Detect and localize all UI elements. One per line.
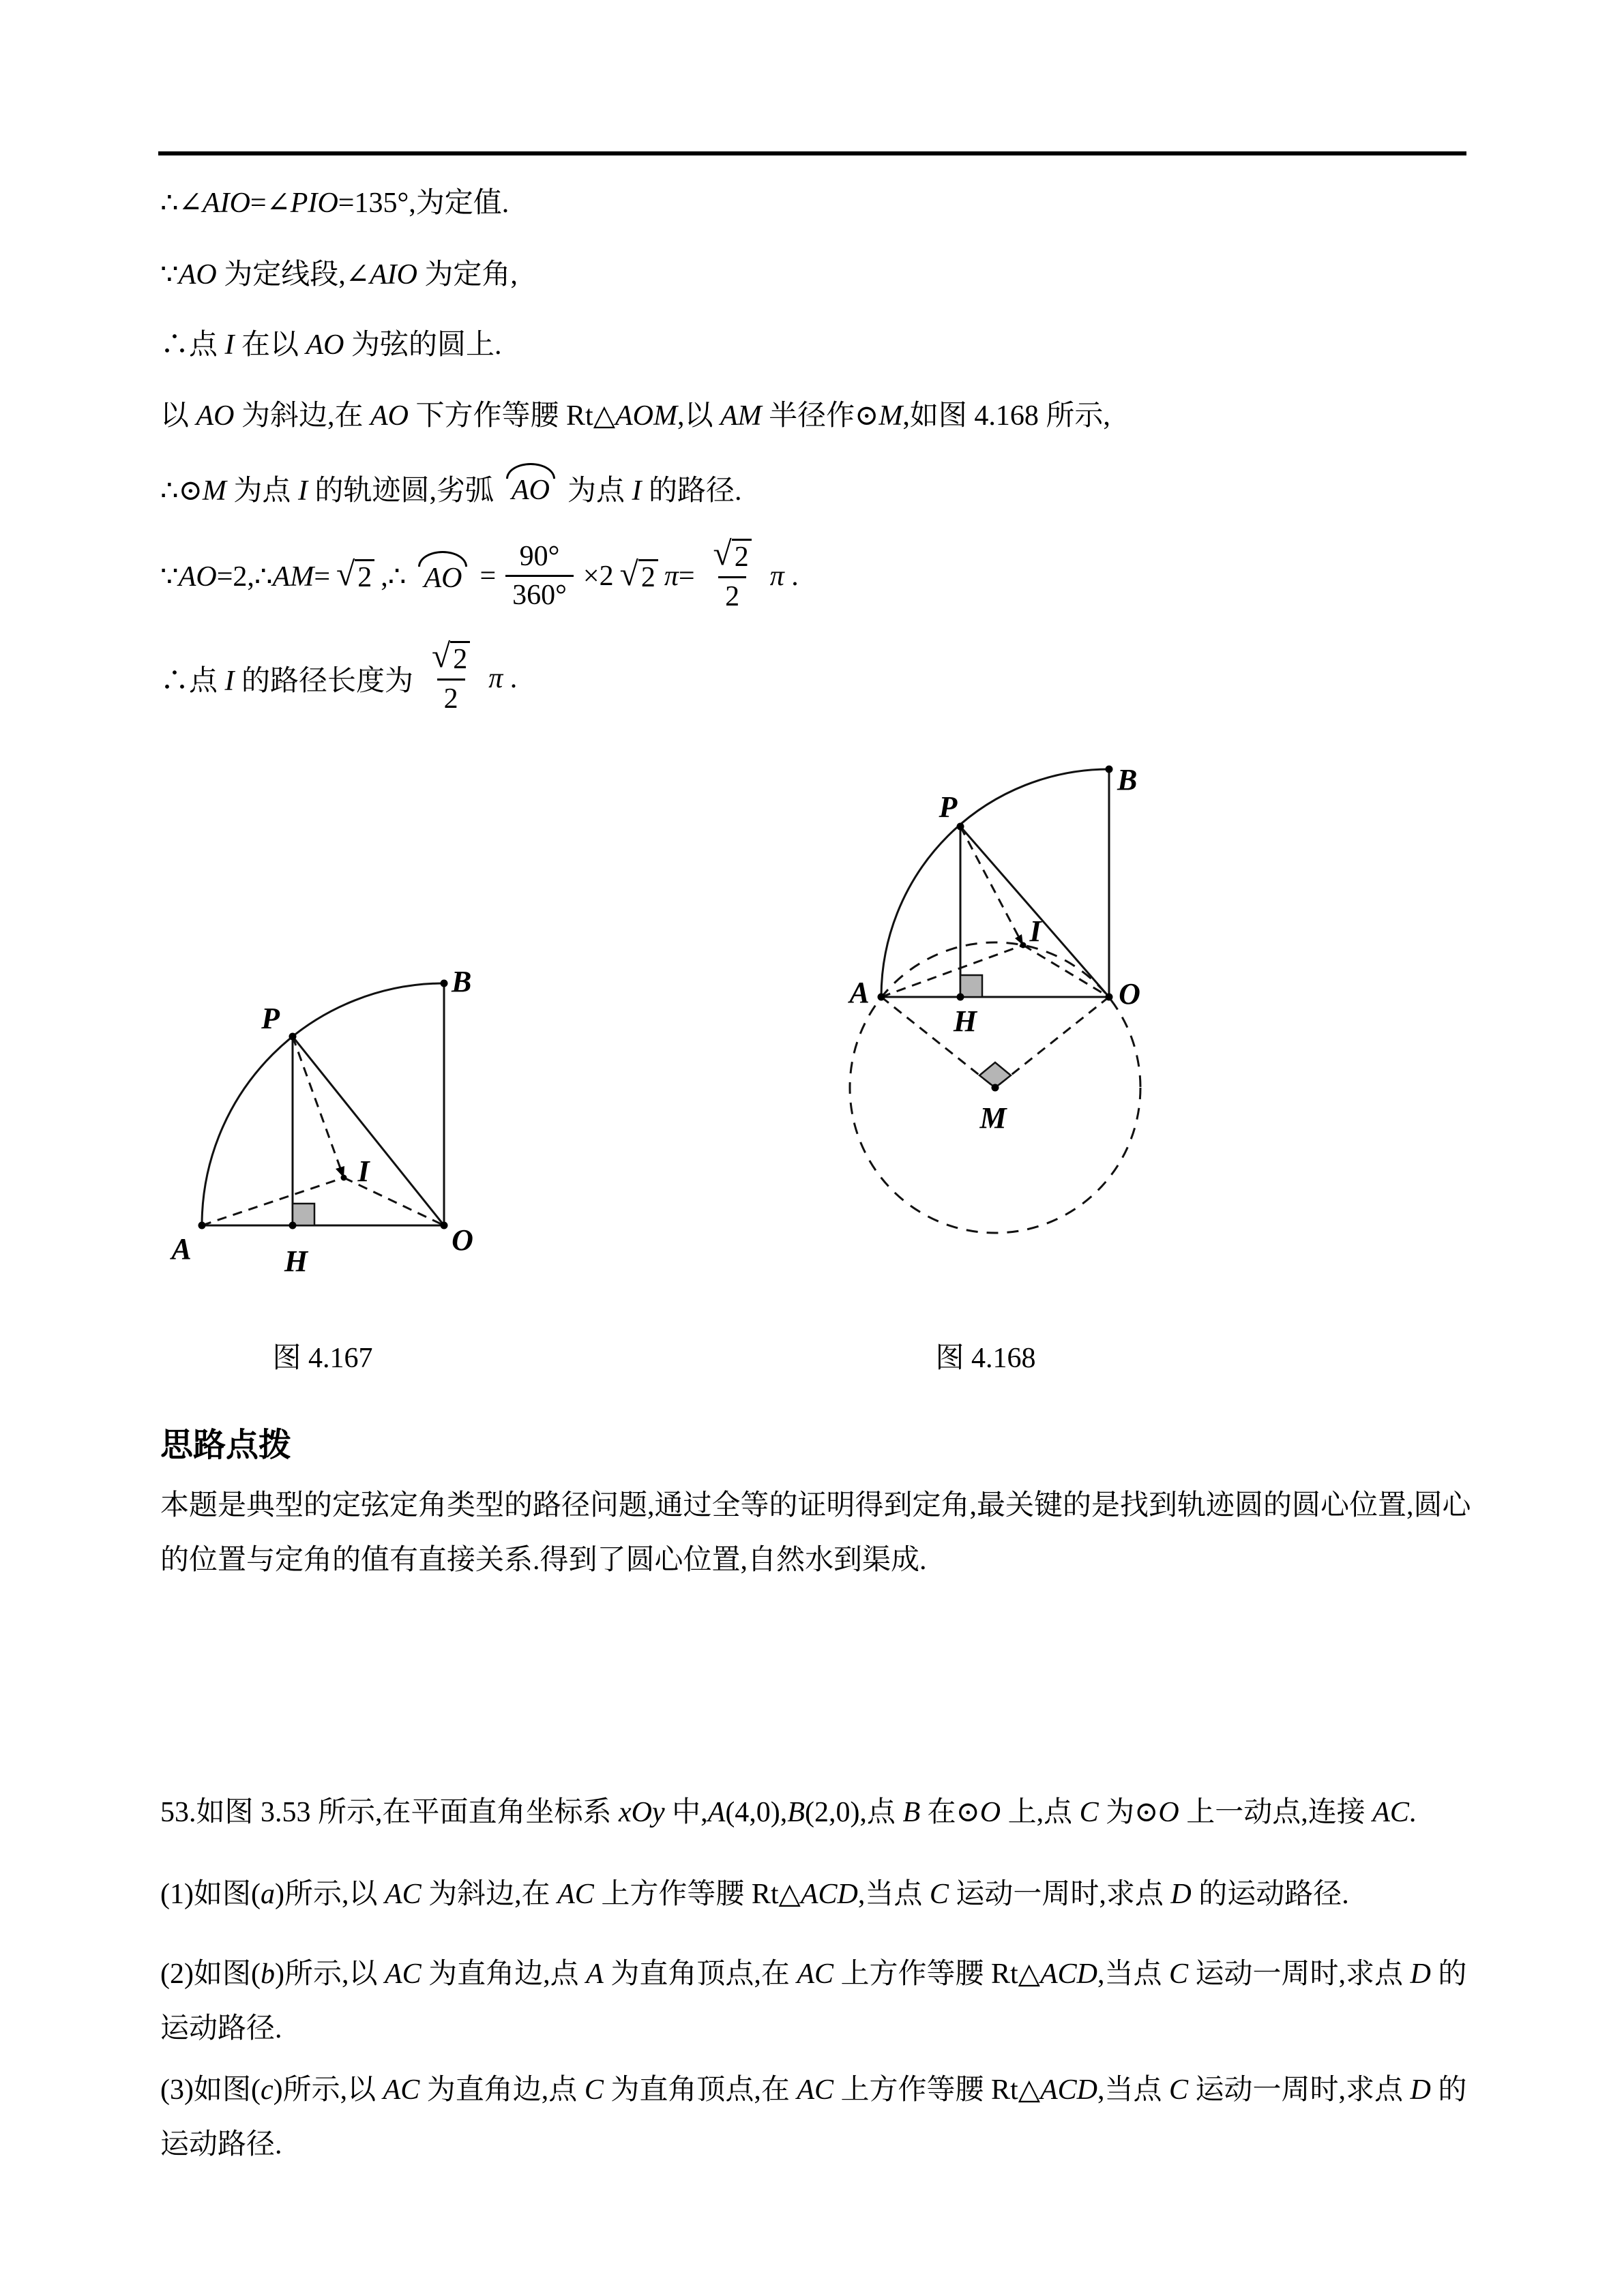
label-O: O [1119, 977, 1140, 1011]
label-I: I [1029, 914, 1042, 948]
line5-post: 为点 I 的路径. [567, 475, 742, 507]
formula-part4: π= [664, 560, 695, 592]
label-B: B [452, 965, 472, 998]
fraction-sqrt2-2 [705, 535, 761, 614]
sqrt-2-third: √ 2 [713, 539, 752, 573]
label-M: M [979, 1101, 1007, 1135]
fraction-denominator: 360° [505, 575, 574, 612]
point-O [1106, 994, 1113, 1001]
problem-53-part3: (3)如图(c)所示,以 AC 为直角边,点 C 为直角顶点,在 AC 上方作等腰 Rt△ACD,当点 C 运动一周时,求点 D 的运动路径. [160, 2074, 1467, 2160]
point-B [1106, 766, 1113, 773]
label-H: H [284, 1244, 308, 1278]
solution-line-1: ∴∠AIO=∠PIO=135°,为定值. [160, 188, 510, 219]
label-A: A [849, 976, 870, 1009]
sqrt-2-second: √ 2 [620, 559, 658, 593]
radical-icon: √ [713, 535, 732, 572]
quarter-arc-AB [881, 769, 1109, 997]
hint-paragraph: 本题是典型的定弦定角类型的路径问题,通过全等的证明得到定角,最关键的是找到轨迹圆的圆心位置,圆心的位置与定角的值有直接关系.得到了圆心位置,自然水到渠成. [160, 1490, 1471, 1576]
solution-line-5 [160, 468, 741, 509]
point-I [341, 1175, 347, 1181]
label-H: H [953, 1004, 977, 1038]
segment-PO [293, 1037, 444, 1225]
point-P [289, 1033, 297, 1041]
dashed-AM-radius [881, 997, 995, 1088]
point-A [878, 994, 885, 1001]
point-B [441, 980, 448, 987]
fraction-sqrt2-2 [423, 637, 479, 716]
fraction-denominator: 2 [437, 679, 465, 715]
quarter-arc-AB [202, 983, 444, 1225]
point-H [957, 994, 964, 1001]
fraction-numerator [705, 535, 761, 576]
figure-4-168 [784, 750, 1275, 1364]
dashed-AI [202, 1178, 344, 1225]
right-angle-mark-M [979, 1062, 1011, 1088]
solution-line-3: ∴点 I 在以 AO 为弦的圆上. [160, 329, 502, 361]
dashed-IO [1023, 945, 1109, 997]
problem-53-part1: (1)如图(a)所示,以 AC 为斜边,在 AC 上方作等腰 Rt△ACD,当点 C 运动一周时,求点 D 的运动路径. [160, 1879, 1349, 1910]
fraction-numerator: 90° [519, 541, 560, 572]
conclusion-pre: ∴点 I 的路径长度为 [160, 665, 414, 697]
point-M [992, 1084, 999, 1092]
radical-icon: √ [432, 637, 451, 674]
right-angle-mark-H [293, 1204, 314, 1225]
dashed-OM-radius [995, 997, 1109, 1088]
arc-AO-symbol: AO [418, 558, 467, 595]
solution-line-2: ∵AO 为定线段,∠AIO 为定角, [160, 259, 518, 290]
sqrt-2: √ 2 [432, 641, 470, 675]
arc-AO-symbol: AO [506, 470, 555, 507]
fraction-90-360 [505, 540, 574, 612]
equals-sign: = [479, 560, 497, 592]
point-I [1020, 942, 1027, 949]
label-A: A [171, 1232, 192, 1266]
figure-4-167 [158, 948, 499, 1289]
figure-caption-4-168: 图 4.168 [935, 1343, 1036, 1374]
arc-length-formula [160, 535, 799, 614]
label-B: B [1117, 763, 1138, 796]
dashed-PI [293, 1037, 344, 1178]
radical-icon: √ [619, 554, 638, 593]
point-O [441, 1222, 448, 1229]
fraction-numerator [423, 637, 479, 679]
formula-part3: ×2 [582, 560, 614, 592]
hint-heading: 思路点拨 [160, 1427, 292, 1463]
sqrt-2-first: √ 2 [336, 559, 374, 593]
formula-part2: ,∴ [381, 561, 407, 593]
figure-caption-4-167: 图 4.167 [272, 1343, 373, 1374]
label-O: O [452, 1223, 473, 1257]
line5-pre: ∴⊙M 为点 I 的轨迹圆,劣弧 [160, 475, 494, 507]
point-H [289, 1222, 297, 1229]
right-angle-mark-H [960, 975, 982, 997]
formula-part1: ∵AO=2,∴AM= [160, 561, 330, 593]
problem-53-stem: 53.如图 3.53 所示,在平面直角坐标系 xOy 中,A(4,0),B(2,0),点 B 在⊙O 上,点 C 为⊙O 上一动点,连接 AC. [160, 1797, 1417, 1828]
solution-line-4: 以 AO 为斜边,在 AO 下方作等腰 Rt△AOM,以 AM 半径作⊙M,如图 4.168 所示, [160, 400, 1110, 432]
point-A [198, 1222, 206, 1229]
point-P [957, 823, 964, 831]
radical-icon: √ [336, 554, 355, 593]
fraction-denominator: 2 [718, 576, 746, 613]
path-length-conclusion [160, 637, 518, 716]
formula-part5: π . [769, 560, 799, 592]
label-I: I [357, 1154, 370, 1188]
segment-PO [960, 826, 1109, 997]
problem-53-part2: (2)如图(b)所示,以 AC 为直角边,点 A 为直角顶点,在 AC 上方作等腰 Rt△ACD,当点 C 运动一周时,求点 D 的运动路径. [160, 1958, 1467, 2044]
dashed-PI [960, 826, 1023, 945]
label-P: P [261, 1002, 280, 1035]
top-rule [158, 151, 1466, 155]
conclusion-post: π . [488, 662, 518, 694]
dashed-AI [881, 945, 1023, 997]
label-P: P [939, 790, 958, 824]
